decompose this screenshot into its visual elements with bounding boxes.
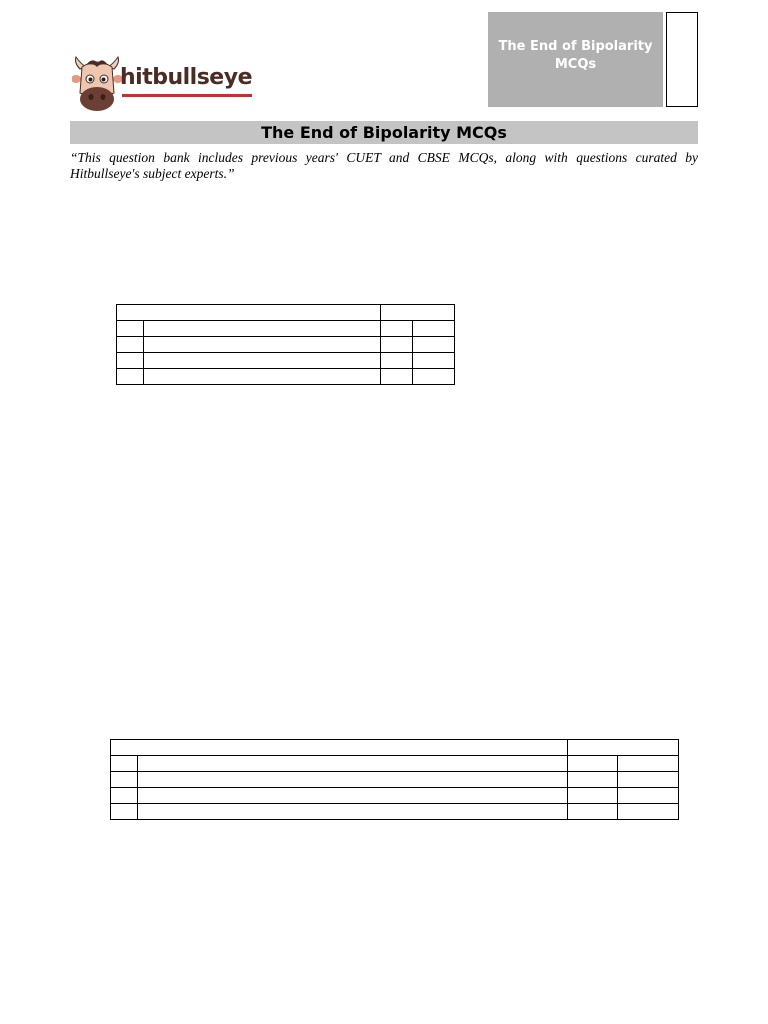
table-cell xyxy=(381,305,455,321)
page-title: The End of Bipolarity MCQs xyxy=(261,123,507,142)
table-cell xyxy=(117,305,381,321)
table-row xyxy=(111,756,679,772)
table-cell xyxy=(413,353,455,369)
bull-mascot-icon xyxy=(72,55,122,113)
table-cell xyxy=(138,756,568,772)
table-row xyxy=(111,772,679,788)
logo-text: hitbullseye xyxy=(120,65,252,90)
table-row xyxy=(117,321,455,337)
logo-underline xyxy=(122,94,252,97)
table-cell xyxy=(111,772,138,788)
hitbullseye-logo xyxy=(72,55,262,115)
table-row xyxy=(111,740,679,756)
table-cell xyxy=(413,369,455,385)
table-cell xyxy=(568,756,618,772)
table-cell xyxy=(138,788,568,804)
table-cell xyxy=(111,788,138,804)
table-cell xyxy=(618,772,679,788)
header-box-title: The End of Bipolarity MCQs xyxy=(498,38,653,72)
table-cell xyxy=(138,772,568,788)
table-cell xyxy=(117,353,144,369)
table-cell xyxy=(144,337,381,353)
table-cell xyxy=(117,337,144,353)
table-cell xyxy=(618,788,679,804)
table-cell xyxy=(111,756,138,772)
table-row xyxy=(117,353,455,369)
table-cell xyxy=(618,804,679,820)
table-row xyxy=(111,804,679,820)
table-row xyxy=(117,337,455,353)
intro-paragraph: “This question bank includes previous years' CUET and CBSE MCQs, along with questions curated by Hitbullseye's subject experts.” xyxy=(70,150,698,181)
table-cell xyxy=(568,772,618,788)
table-row xyxy=(117,305,455,321)
table-cell xyxy=(568,788,618,804)
table-cell xyxy=(413,321,455,337)
answer-table-1 xyxy=(116,304,455,385)
table-cell xyxy=(117,369,144,385)
table-cell xyxy=(144,353,381,369)
table-cell xyxy=(381,337,413,353)
table-cell xyxy=(381,321,413,337)
table-cell xyxy=(144,321,381,337)
table-cell xyxy=(117,321,144,337)
table-cell xyxy=(111,740,568,756)
table-cell xyxy=(111,804,138,820)
table-cell xyxy=(413,337,455,353)
title-bar xyxy=(70,121,698,144)
table-cell xyxy=(568,740,679,756)
answer-table-2 xyxy=(110,739,679,820)
table-row xyxy=(117,369,455,385)
table-cell xyxy=(381,353,413,369)
table-cell xyxy=(144,369,381,385)
table-cell xyxy=(138,804,568,820)
table-cell xyxy=(381,369,413,385)
table-row xyxy=(111,788,679,804)
header-title-box xyxy=(488,12,663,107)
table-cell xyxy=(618,756,679,772)
table-cell xyxy=(568,804,618,820)
header-side-box xyxy=(666,12,698,107)
